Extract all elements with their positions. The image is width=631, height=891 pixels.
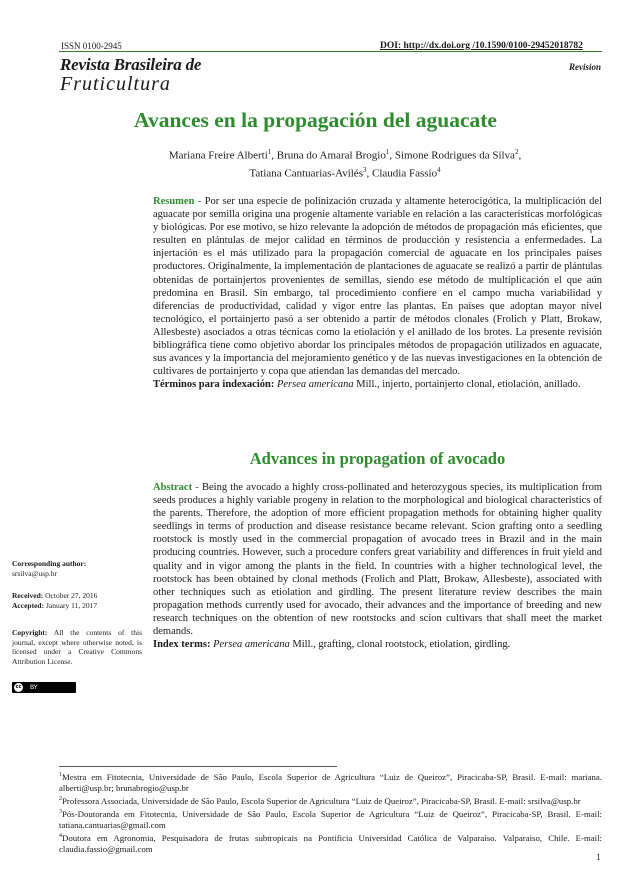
cc-by-label: BY [30,684,38,691]
author-list [110,145,580,180]
author: Claudia Fassio [371,167,438,180]
accepted-label: Accepted: [12,600,45,610]
copyright-text: All the contents of this journal, except where otherwise noted, is licensed under a Creative Commons Attribution License. [12,628,142,666]
abstract-label: Abstract - [153,482,202,493]
corr-label: Corresponding author: [12,559,87,568]
author-affil: 1 [267,148,272,156]
author: Bruna do Amaral Brogio [276,149,386,162]
footnote [59,770,602,794]
abstract-text: Being the avocado a highly cross-pollinated and heterozygous species, its multiplication from seeds produces a highly variable progeny in relation to the morphological and biological characteristics of the parents. Therefore, the adoption of more efficient propagation methods for obtaining higher quality seedlings in terms of production and disease resistance became relevant. Scion grafting onto a seedling rootstock is mostly used in the commercial propagation of avocado trees in Brazil and in the main producing countries. However, such a procedure confers great variability and differences in fruit yield and quality and in vigor among the plants in the field. In countries with a higher technological level, the rootstock has been obtained by clonal methods (Frolich and Platt, Brokaw, Allesbeste), associated with other techniques such as etiolation and girdling. The present literature review describes the main propagation methods currently used for avocado, their advances and the importance of breeding and new research techniques on the obtention of new rootstocks and scion cultivars that shall meet the market demands. [153,482,602,638]
header-divider [59,51,602,52]
footnote-text: Mestra em Fitotecnia, Universidade de São Paulo, Escola Superior de Agricultura “Luiz de Queiroz”, Piracicaba-SP, Brasil. E-mail: mariana. alberti@usp.br; brunabrogio@usp.br [59,771,602,793]
resumen-terms: Mill., injerto, portainjerto clonal, etiolación, anillado. [353,379,581,391]
author-line-2: Tatiana Cantuarias-Avilés$^3$, Claudia Fassio$^4$ [249,165,441,180]
title-english: Advances in propagation of avocado [249,449,506,468]
footnote-text: Professora Associada, Universidade de São Paulo, Escola Superior de Agricultura “Luiz de Queiroz”, Piracicaba-SP, Brasil. E-mail: srsilva@usp.br [62,795,581,806]
author-affil: 3 [362,165,367,174]
author-line-1: Mariana Freire Alberti$^1$, Bruna do Amaral Brogio$^1$, Simone Rodrigues da Silva$^2$, [168,148,522,162]
footnote-divider [59,766,337,767]
footnote [59,831,602,855]
index-terms-label: Index terms: [153,639,211,651]
author-affil: 1 [385,148,390,156]
copyright-notice [12,628,142,666]
footnote-marker: 3 [59,808,62,815]
resumen [153,195,602,391]
footnote-marker: 1 [59,772,62,778]
footnote-marker: 4 [59,832,62,839]
footnote-marker: 2 [59,795,62,802]
author: Mariana Freire Alberti [168,149,268,162]
footnote [59,794,602,807]
doi-link[interactable]: DOI: http://dx.doi.org /10.1590/0100-29452018782 [380,41,583,51]
footnote-text: Doutora em Agronomia, Pesquisadora de frutas subtropicais na Pontificia Universidad Católica de Valparaíso. Valparaiso, Chile. E-mail: claudia.fassio@gmail.com [59,832,602,854]
footnotes [59,770,602,855]
copyright-label: Copyright: [12,628,48,637]
author: Tatiana Cantuarias-Avilés [249,167,363,180]
index-terms-species: Persea americana [213,639,290,651]
received-date: October 27, 2016 [45,591,98,600]
author-affil: 4 [437,165,441,174]
resumen-label: Resumen - [153,196,205,207]
received-label: Received: [12,591,44,600]
journal-logo-line1: Revista Brasileira de [60,55,202,74]
section-label: Revision [568,62,601,72]
journal-logo-line2: Fruticultura [60,73,171,95]
accepted-date: January 11, 2017 [45,600,98,610]
corresponding-author [12,559,142,578]
index-terms: Mill., grafting, clonal rootstock, etiolation, girdling. [289,639,511,651]
cc-logo-icon: cc [15,684,22,690]
resumen-terms-label: Términos para indexación: [153,379,275,391]
dates [12,591,142,610]
corr-email[interactable]: srsilva@usp.br [12,568,58,578]
footnote-text: Pós-Doutoranda em Fitotecnia, Universidade de São Paulo, Escola Superior de Agricultura “Luiz de Queiroz”, Piracicaba-SP, Brasil. E-mail: tatiana.cantuarias@gmail.com [59,808,602,830]
page-number: 1 [596,852,601,862]
issn: ISSN 0100-2945 [61,41,122,51]
footnote [59,807,602,831]
resumen-text: Por ser una especie de polinización cruzada y altamente heterocigótica, la multiplicación del aguacate por semilla origina una progenie altamente variable en relación a las características morfológicas y biológicas. Por ese motivo, se hizo relevante la adopción de métodos de propagación más eficientes, que resulten en plántulas de mejor calidad en términos de producción y resistencia a enfermedades. La injertación es el más utilizado para la propagación comercial de aguacate en los principales países productores. Originalmente, la implementación de plantaciones de aguacate se realizó a partir de plántulas obtenidas de portainjertos provenientes de semillas, siendo ese método de multiplicación el que aún predomina en Brasil. Sin embargo, tal procedimiento confiere en el campo mucha variabilidad y diferencias de productividad, calidad y vigor entre las plantas. En países que adoptan mayor nivel tecnológico, el portainjerto pasó a ser obtenido a partir de métodos clonales (Frolich y Platt, Brokaw, Allesbeste) asociados a otras técnicas como la etiolación y el anillado de los brotes. La presente revisión bibliográfica tiene como objetivo abordar los principales métodos de propagación utilizados en aguacate, sus avances y la importancia del mejoramiento genético y de las nuevas investigaciones en la obtención de cultivares de portainjerto y copa que atiendan las demandas del mercado. [153,196,602,378]
author: Simone Rodrigues da Silva [394,149,515,162]
cc-license-badge[interactable] [12,682,76,693]
author-affil: 2 [514,148,519,156]
abstract [153,481,602,651]
title-spanish: Avances en la propagación del aguacate [134,108,497,132]
resumen-terms-species: Persea americana [276,379,354,391]
